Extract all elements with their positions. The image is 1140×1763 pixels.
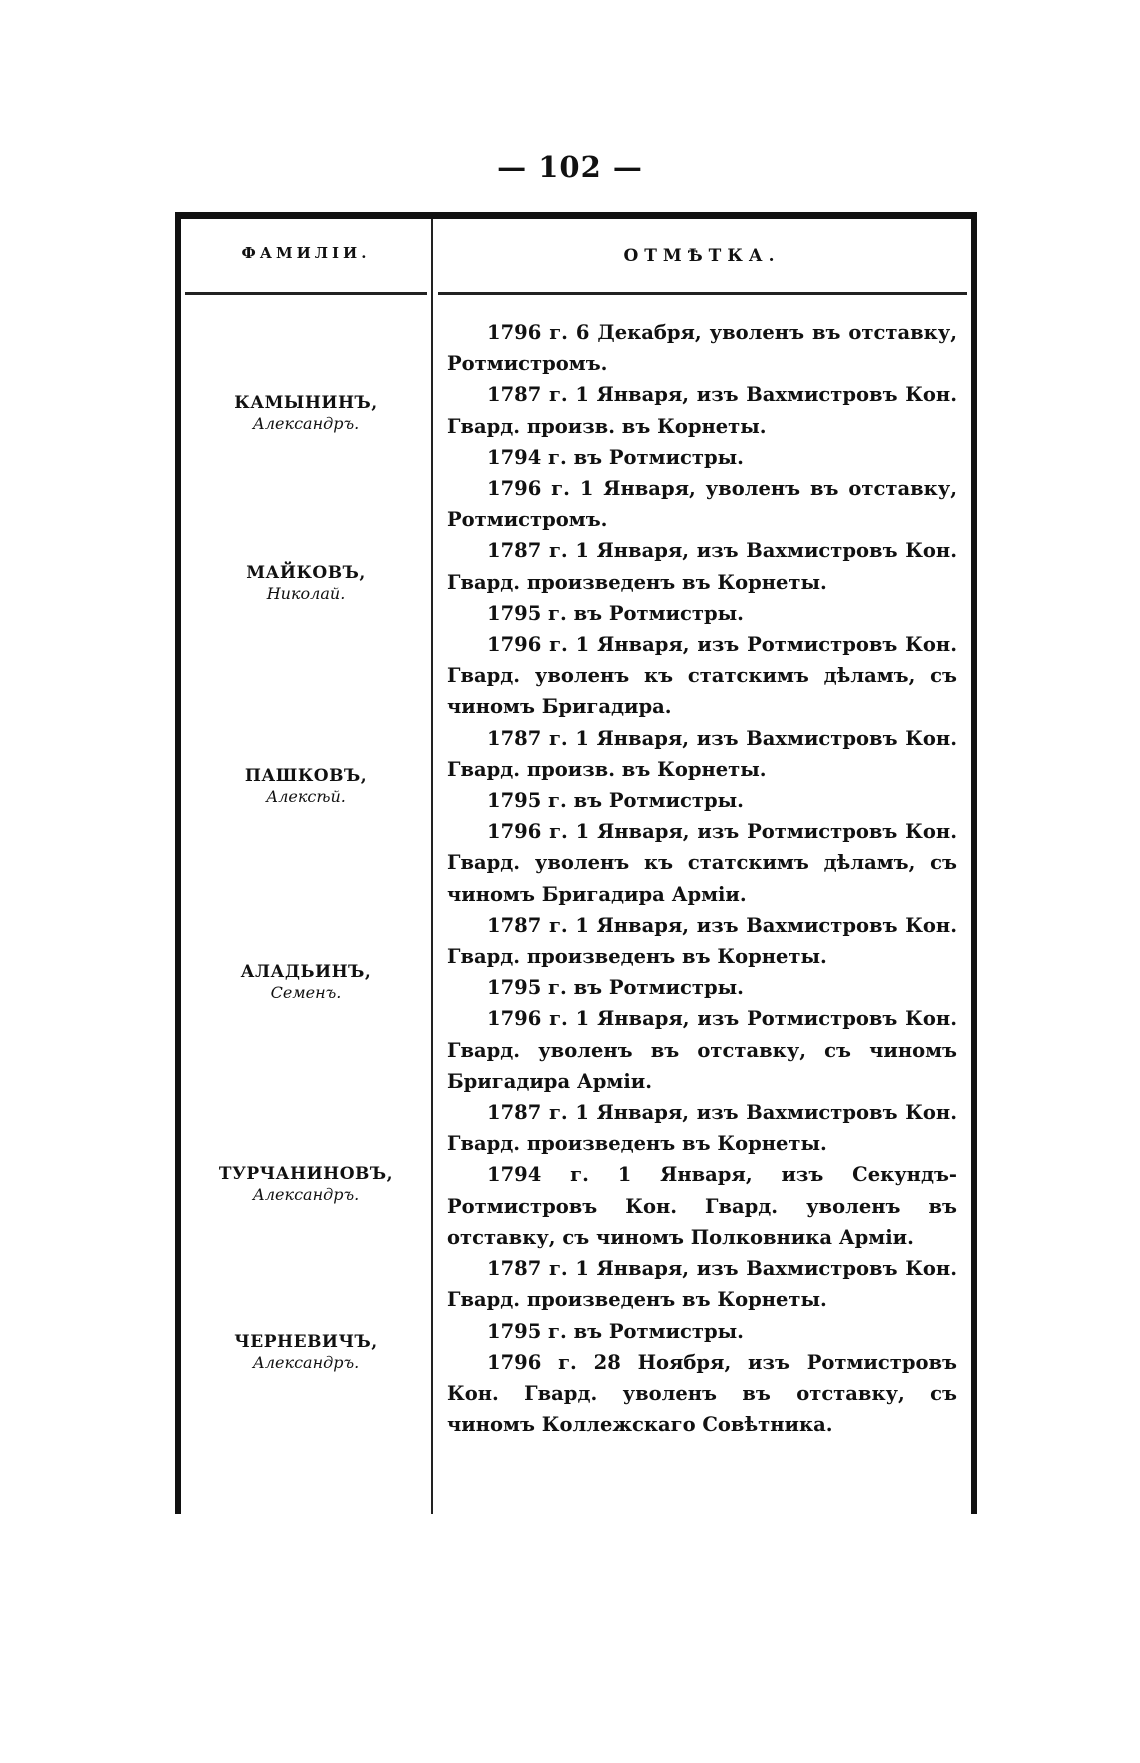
person-turchaninov <box>181 1163 431 1205</box>
surname: МАЙКОВЪ, <box>246 563 366 583</box>
given-name: Алексѣй. <box>266 787 346 806</box>
given-name: Александръ. <box>252 1185 360 1204</box>
surname: ПАШКОВЪ, <box>244 766 368 786</box>
header-rule-names <box>185 292 427 295</box>
table-top-border <box>175 212 977 219</box>
given-name: Семенъ. <box>270 983 342 1002</box>
service-record-entries <box>447 317 957 1440</box>
record-entry: 1796 г. 1 Января, уволенъ въ отставку, Ротмистромъ. <box>447 477 957 532</box>
person-aladin <box>181 961 431 1003</box>
record-entry: 1796 г. 6 Декабря, уволенъ въ отставку, Ротмистромъ. <box>447 321 957 376</box>
column-header-notes: ОТМѢТКА. <box>623 246 781 266</box>
person-maikov <box>181 562 431 604</box>
record-entry: 1795 г. въ Ротмистры. <box>487 789 744 813</box>
record-entry: 1787 г. 1 Января, изъ Вахмистровъ Кон. Гвард. произведенъ въ Корнеты. <box>447 539 957 594</box>
surname: КАМЫНИНЪ, <box>234 393 378 413</box>
header-rule-notes <box>438 292 967 295</box>
surname: ЧЕРНЕВИЧЪ, <box>234 1332 378 1352</box>
record-entry: 1796 г. 28 Ноября, изъ Ротмистровъ Кон. Гвард. уволенъ въ отставку, съ чиномъ Коллежскаго Совѣтника. <box>447 1350 957 1437</box>
given-name: Александръ. <box>252 1353 360 1372</box>
person-pashkov <box>181 765 431 807</box>
record-entry: 1795 г. въ Ротмистры. <box>487 976 744 1000</box>
table-right-border <box>971 212 977 1514</box>
person-kamynin <box>181 392 431 434</box>
record-entry: 1787 г. 1 Января, изъ Вахмистровъ Кон. Гвард. произв. въ Корнеты. <box>447 383 957 438</box>
record-entry: 1795 г. въ Ротмистры. <box>487 601 744 625</box>
record-entry: 1796 г. 1 Января, изъ Ротмистровъ Кон. Гвард. уволенъ къ статскимъ дѣламъ, съ чиномъ Бригадира Арміи. <box>447 820 957 906</box>
records-table <box>175 212 977 1514</box>
surname: АЛАДЬИНЪ, <box>240 962 372 982</box>
record-entry: 1796 г. 1 Января, изъ Ротмистровъ Кон. Гвард. уволенъ къ статскимъ дѣламъ, съ чиномъ Бригадира. <box>447 633 957 719</box>
record-entry: 1795 г. въ Ротмистры. <box>487 1319 744 1343</box>
given-name: Николай. <box>266 584 346 603</box>
column-header-names: ФАМИЛІИ. <box>241 244 371 262</box>
record-entry: 1794 г. 1 Января, изъ Секундъ-Ротмистровъ Кон. Гвард. уволенъ въ отставку, съ чиномъ Полковника Арміи. <box>447 1163 957 1249</box>
record-entry: 1787 г. 1 Января, изъ Вахмистровъ Кон. Гвард. произведенъ въ Корнеты. <box>447 913 957 969</box>
record-entry: 1787 г. 1 Января, изъ Вахмистровъ Кон. Гвард. произведенъ въ Корнеты. <box>447 1257 957 1312</box>
surname: ТУРЧАНИНОВЪ, <box>218 1164 394 1184</box>
record-entry: 1787 г. 1 Января, изъ Вахмистровъ Кон. Гвард. произведенъ въ Корнеты. <box>447 1101 957 1156</box>
person-chernevich <box>181 1331 431 1373</box>
page-number: — 102 — <box>497 150 643 184</box>
record-entry: 1787 г. 1 Января, изъ Вахмистровъ Кон. Гвард. произв. въ Корнеты. <box>447 726 957 781</box>
column-divider <box>431 219 433 1514</box>
given-name: Александръ. <box>252 414 360 433</box>
record-entry: 1794 г. въ Ротмистры. <box>487 445 744 469</box>
record-entry: 1796 г. 1 Января, изъ Ротмистровъ Кон. Гвард. уволенъ въ отставку, съ чиномъ Бригадира Арміи. <box>447 1007 957 1093</box>
